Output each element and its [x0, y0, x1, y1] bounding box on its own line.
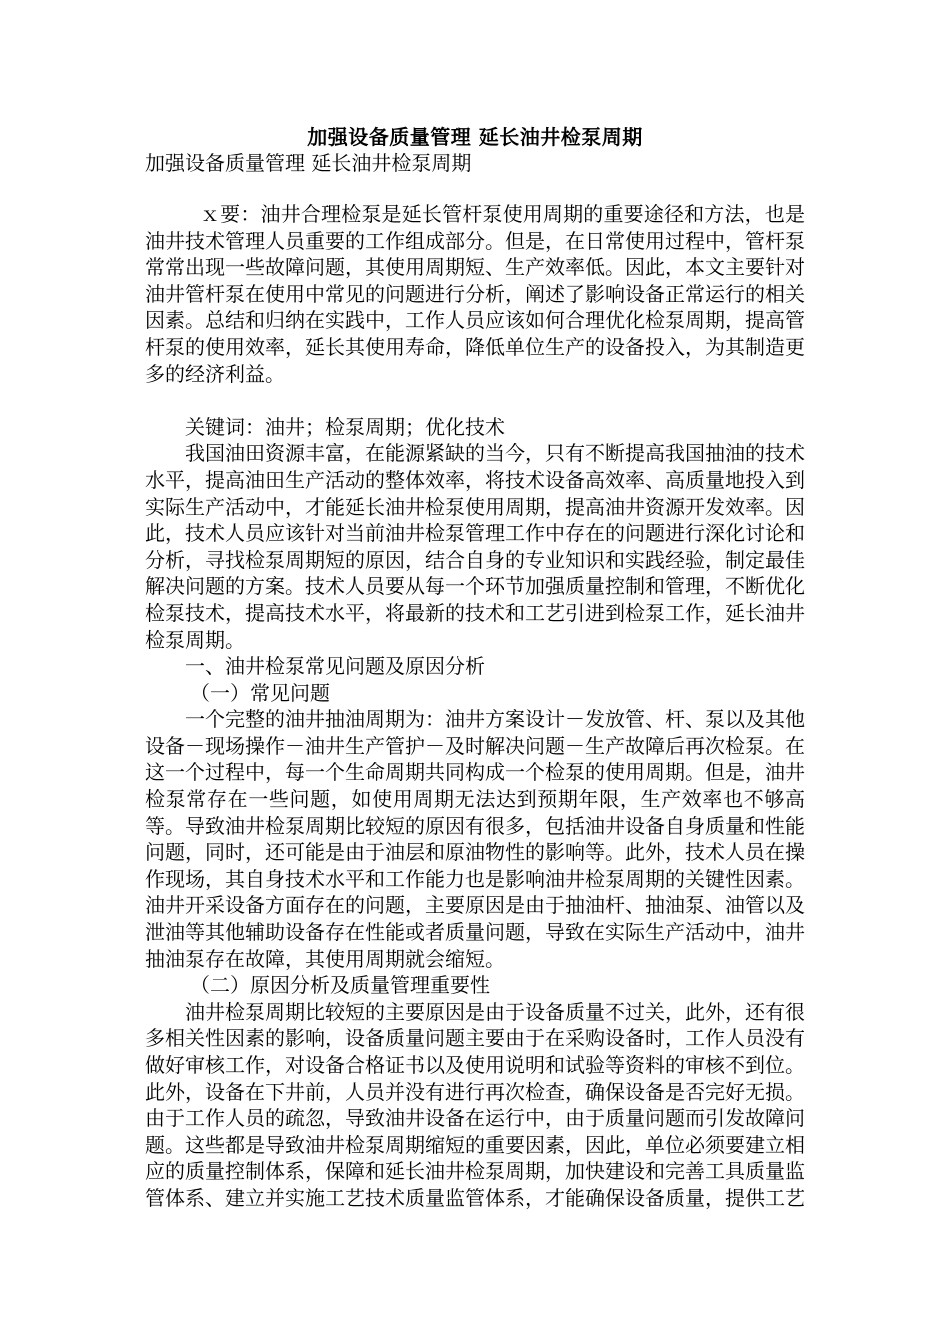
subsection-heading: （一）常见问题 — [190, 680, 330, 705]
document-body — [145, 201, 805, 1212]
abstract-paragraph: ｘ要：油井合理检泵是延长管杆泵使用周期的重要途径和方法，也是油井技术管理人员重要的工作组成部分。但是，在日常使用过程中，管杆泵常常出现一些故障问题，其使用周期短、生产效率低。因此，本文主要针对油井管杆泵在使用中常见的问题进行分析，阐述了影响设备正常运行的相关因素。总结和归纳在实践中，工作人员应该如何合理优化检泵周期，提高管杆泵的使用效率，延长其使用寿命，降低单位生产的设备投入，为其制造更多的经济利益。 — [145, 202, 805, 386]
subsection-heading: （二）原因分析及质量管理重要性 — [190, 973, 490, 998]
body-paragraph: 油井检泵周期比较短的主要原因是由于设备质量不过关，此外，还有很多相关性因素的影响，设备质量问题主要由于在采购设备时，工作人员没有做好审核工作，对设备合格证书以及使用说明和试验等资料的审核不到位。此外，设备在下井前，人员并没有进行再次检查，确保设备是否完好无损。由于工作人员的疏忽，导致油井设备在运行中，由于质量问题而引发故障问题。这些都是导致油井检泵周期缩短的重要因素，因此，单位必须要建立相应的质量控制体系，保障和延长油井检泵周期，加快建设和完善工具质量监管体系、建立并实施工艺技术质量监管体系，才能确保设备质量，提供工艺 — [145, 999, 805, 1210]
document-subtitle: 加强设备质量管理 延长油井检泵周期 — [145, 151, 472, 175]
spacer — [145, 387, 805, 414]
keywords-line: 关键词：油井；检泵周期；优化技术 — [185, 414, 505, 439]
body-paragraph: 一个完整的油井抽油周期为：油井方案设计－发放管、杆、泵以及其他设备－现场操作－油井生产管护－及时解决问题－生产故障后再次检泵。在这一个过程中，每一个生命周期共同构成一个检泵的使用周期。但是，油井检泵常存在一些问题，如使用周期无法达到预期年限，生产效率也不够高等。导致油井检泵周期比较短的原因有很多，包括油井设备自身质量和性能问题，同时，还可能是由于油层和原油物性的影响等。此外，技术人员在操作现场，其自身技术水平和工作能力也是影响油井检泵周期的关键性因素。油井开采设备方面存在的问题，主要原因是由于抽油杆、抽油泵、油管以及泄油等其他辅助设备存在性能或者质量问题，导致在实际生产活动中，油井抽油泵存在故障，其使用周期就会缩短。 — [145, 707, 805, 971]
intro-paragraph: 我国油田资源丰富，在能源紧缺的当今，只有不断提高我国抽油的技术水平，提高油田生产活动的整体效率，将技术设备高效率、高质量地投入到实际生产活动中，才能延长油井检泵使用周期，提高油井资源开发效率。因此，技术人员应该针对当前油井检泵管理工作中存在的问题进行深化讨论和分析，寻找检泵周期短的原因，结合自身的专业知识和实践经验，制定最佳解决问题的方案。技术人员要从每一个环节加强质量控制和管理，不断优化检泵技术，提高技术水平，将最新的技术和工艺引进到检泵工作，延长油井检泵周期。 — [145, 441, 805, 652]
document-title: 加强设备质量管理 延长油井检泵周期 — [307, 125, 643, 149]
section-heading: 一、油井检泵常见问题及原因分析 — [185, 654, 485, 679]
